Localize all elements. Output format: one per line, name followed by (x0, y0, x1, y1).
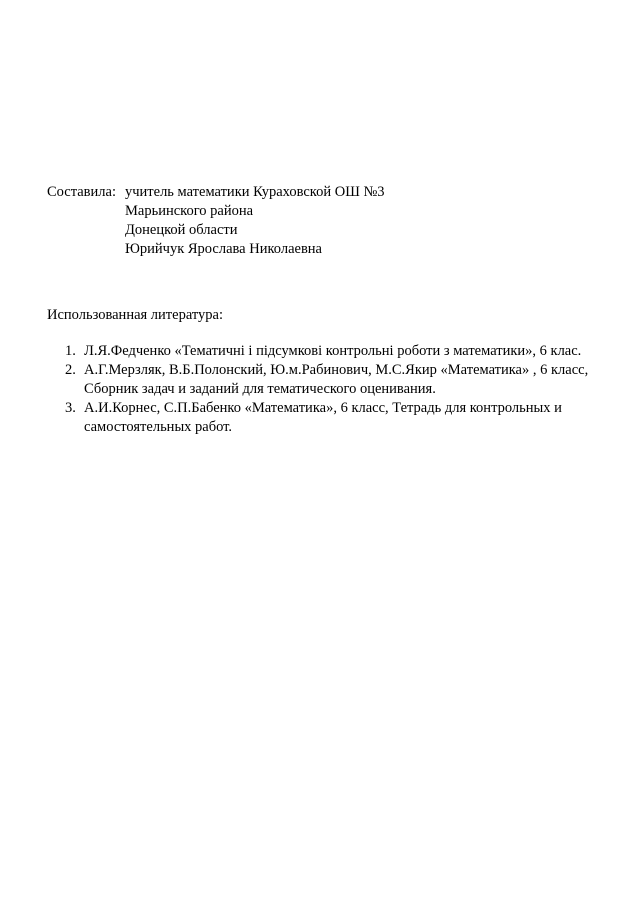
literature-item (47, 342, 592, 361)
literature-item (47, 361, 592, 399)
literature-item-number: 2. (65, 362, 76, 378)
literature-heading: Использованная литература: (47, 307, 223, 323)
compiler-name: Юрийчук Ярослава Николаевна (125, 241, 322, 257)
literature-item-number: 1. (65, 343, 76, 359)
compiler-line: учитель математики Кураховской ОШ №3 (125, 184, 385, 200)
compiler-first-row (47, 183, 607, 202)
compiler-line: Марьинского района (125, 203, 254, 219)
compiler-label: Составила: (47, 184, 116, 200)
literature-item-text: А.Г.Мерзляк, В.Б.Полонский, Ю.м.Рабинович, М.С.Якир «Математика» , 6 класс, Сборник задач и заданий для тематического оценивания. (84, 362, 589, 397)
compiler-block (47, 183, 607, 259)
compiler-line: Донецкой области (125, 222, 238, 238)
literature-item (47, 399, 592, 437)
literature-item-text: А.И.Корнес, С.П.Бабенко «Математика», 6 класс, Тетрадь для контрольных и самостоятельных работ. (84, 400, 562, 435)
literature-item-text: Л.Я.Федченко «Тематичні і підсумкові контрольні роботи з математики», 6 клас. (84, 343, 582, 359)
literature-item-number: 3. (65, 400, 76, 416)
literature-list (47, 342, 592, 437)
